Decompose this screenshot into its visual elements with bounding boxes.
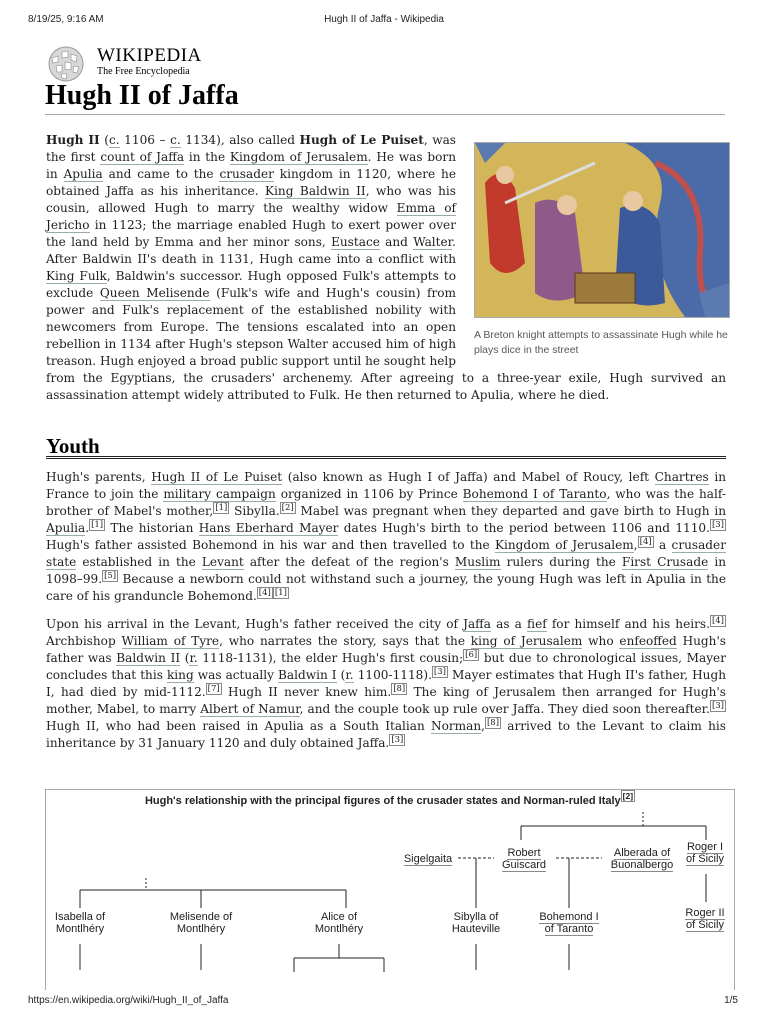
wikipedia-globe-logo-icon[interactable]	[44, 44, 88, 82]
circa-link[interactable]: c.	[170, 133, 181, 147]
tree-node-isabella-label: Isabella of Montlhéry	[54, 911, 106, 935]
link-king-baldwin-ii[interactable]: King Baldwin II	[265, 184, 366, 198]
link-william-of-tyre[interactable]: William of Tyre	[121, 634, 220, 648]
link-count-of-jaffa[interactable]: count of Jaffa	[100, 150, 185, 164]
ref-3[interactable]: [3]	[391, 734, 404, 745]
tree-node-robert-guiscard-label: Robert Guiscard	[501, 847, 547, 871]
ref-4[interactable]: [4]	[258, 587, 271, 598]
ref-2[interactable]: [2]	[622, 791, 634, 802]
link-kingdom-of-jerusalem[interactable]: Kingdom of Jerusalem	[229, 150, 368, 164]
article-body	[46, 132, 726, 763]
link-baldwin-ii[interactable]: Baldwin II	[116, 651, 181, 665]
family-tree	[45, 789, 735, 990]
tree-node-roger-ii-label: Roger II of Sicily	[685, 907, 725, 931]
link-jaffa[interactable]: Jaffa	[463, 617, 491, 631]
link-chartres[interactable]: Chartres	[654, 470, 709, 484]
tree-node-bohemond-label: Bohemond I of Taranto	[539, 911, 599, 935]
link-first-crusade[interactable]: First Crusade	[621, 555, 709, 569]
tree-node-alice-label: Alice of Montlhéry	[314, 911, 364, 935]
infobox	[474, 142, 732, 358]
link-baldwin-i[interactable]: Baldwin I	[278, 668, 337, 682]
youth-paragraph-1: Hugh's parents, Hugh II of Le Puiset (also known as Hugh I of Jaffa) and Mabel of Roucy, left Chartres in France to join the military campaign organized in 1106 by Prince Bohemond I of Taranto, who was the half-brother of Mabel's mother, [1] Sibylla. [2] Mabel was pregnant when they departed and gave birth to Hugh in Apulia. [1] The historian Hans Eberhard Mayer dates Hugh's birth to the period between 1106 and 1110. [3] Hugh's father assisted Bohemond in his war and then travelled to the Kingdom of Jerusalem, [4] a crusader state established in the Levant after the defeat of the region's Muslim rulers during the First Crusade in 1098–99. [5] Because a newborn could not withstand such a journey, the young Hugh was left in Apulia in the care of his granduncle Bohemond. [4] [1]	[46, 470, 726, 603]
link-king-fulk[interactable]: King Fulk	[46, 269, 107, 283]
link-enfeoffed[interactable]: enfeoffed	[619, 634, 677, 648]
print-datetime: 8/19/25, 9:16 AM	[28, 14, 104, 25]
page-title: Hugh II of Jaffa	[45, 80, 725, 115]
print-page-number: 1/5	[724, 995, 738, 1006]
section-heading-youth: Youth	[46, 438, 726, 459]
tree-node-roger-ii[interactable]	[682, 907, 728, 931]
link-kingdom-of-jerusalem[interactable]: Kingdom of Jerusalem	[494, 538, 634, 552]
link-military-campaign[interactable]: military campaign	[163, 487, 276, 501]
ref-7[interactable]: [7]	[207, 683, 220, 694]
link-king[interactable]: king	[166, 668, 194, 682]
lead-paragraph: Hugh II (c. 1106 – c. 1134), also called Hugh of Le Puiset, was the first count of Jaffa in the Kingdom of Jerusalem. He was born in Apulia and came to the crusader kingdom in 1120, where he obtained Jaffa as his inheritance. King Baldwin II, who was his cousin, allowed Hugh to marry the wealthy widow Emma of Jericho in 1123; the marriage enabled Hugh to exert power over the land held by Emma and her minor sons, Eustace and Walter. After Baldwin II's death in 1131, Hugh came into a conflict with King Fulk, Baldwin's successor. Hugh opposed Fulk's attempts to exclude Queen Melisende (Fulk's wife and Hugh's cousin) from power and Fulk's replacement of the established nobility with newcomers from Europe. The tensions escalated into an open rebellion in 1134 after Hugh's stepson Walter accused him of high treason. Hugh enjoyed a broad public support until he sought help from the Egyptians, the crusaders' archenemy. After agreeing to a three-year exile, Hugh survived an assassination attempt widely attributed to Fulk. He then returned to Apulia, where he died.	[46, 133, 726, 402]
circa-link[interactable]: c.	[109, 133, 120, 147]
tree-node-sigelgaita-label: Sigelgaita	[403, 853, 453, 865]
youth-paragraph-2: Upon his arrival in the Levant, Hugh's father received the city of Jaffa as a fief for himself and his heirs. [4] Archbishop William of Tyre, who narrates the story, says that the king of Jerusalem who enfeoffed Hugh's father was Baldwin II (r. 1118-1131), the elder Hugh's first cousin; [6] but due to chronological issues, Mayer concludes that this king was actually Baldwin I (r. 1100-1118). [3] Mayer estimates that Hugh II's father, Hugh I, had died by mid-1112. [7] Hugh II never knew him. [8] The king of Jerusalem then arranged for Hugh's mother, Mabel, to marry Albert of Namur, and the couple took up rule over Jaffa. They died soon thereafter. [3] Hugh II, who had been raised in Apulia as a South Italian Norman, [8] arrived to the Levant to claim his inheritance by 31 January 1120 and duly obtained Jaffa. [3]	[46, 615, 727, 750]
tree-node-melisende-label: Melisende of Montlhéry	[169, 911, 233, 935]
tree-node-alice[interactable]	[308, 911, 370, 935]
tree-node-alberada[interactable]	[602, 847, 682, 871]
ref-6[interactable]: [6]	[465, 649, 478, 660]
tree-node-alberada-label: Alberada of Buonalbergo	[610, 847, 674, 871]
ref-1[interactable]: [1]	[274, 587, 287, 598]
print-url: https://en.wikipedia.org/wiki/Hugh_II_of_Jaffa	[28, 995, 229, 1006]
link-walter[interactable]: Walter	[413, 235, 453, 249]
ref-4[interactable]: [4]	[639, 536, 652, 547]
tree-node-sibylla-label: Sibylla of Hauteville	[451, 911, 501, 935]
wikipedia-wordmark[interactable]: WIKIPEDIA	[97, 45, 202, 66]
tree-node-isabella[interactable]	[46, 911, 114, 935]
link-albert-of-namur[interactable]: Albert of Namur	[200, 702, 300, 716]
ref-5[interactable]: [5]	[104, 570, 117, 581]
link-muslim[interactable]: Muslim	[454, 555, 501, 569]
ref-1[interactable]: [1]	[91, 519, 104, 530]
tree-node-roger-i-label: Roger I of Sicily	[686, 841, 724, 865]
infobox-caption: A Breton knight attempts to assassinate Hugh while he plays dice in the street	[474, 329, 728, 356]
tree-node-roger-i[interactable]	[682, 841, 728, 865]
link-fief[interactable]: fief	[527, 617, 547, 631]
tree-node-melisende[interactable]	[161, 911, 241, 935]
print-page-title: Hugh II of Jaffa - Wikipedia	[324, 14, 444, 25]
tree-node-robert-guiscard[interactable]	[494, 847, 554, 871]
link-emma-of-jericho[interactable]: Emma of Jericho	[46, 201, 456, 232]
link-reigned[interactable]: r.	[345, 668, 354, 682]
link-hugh-ii-of-le-puiset[interactable]: Hugh II of Le Puiset	[151, 470, 283, 484]
ref-8[interactable]: [8]	[486, 717, 500, 728]
link-king-of-jerusalem[interactable]: king of Jerusalem	[470, 634, 583, 648]
link-hans-eberhard-mayer[interactable]: Hans Eberhard Mayer	[198, 521, 339, 535]
family-tree-title-text: Hugh's relationship with the principal figures of the crusader states and Norman-ruled Italy	[144, 795, 621, 807]
tree-node-sibylla[interactable]	[441, 911, 511, 935]
link-eustace[interactable]: Eustace	[331, 235, 380, 249]
ref-8[interactable]: [8]	[393, 683, 406, 694]
ref-2[interactable]: [2]	[281, 502, 294, 513]
link-reigned[interactable]: r.	[189, 651, 198, 665]
ref-1[interactable]: [1]	[215, 502, 228, 513]
link-queen-melisende[interactable]: Queen Melisende	[99, 286, 210, 300]
link-norman[interactable]: Norman	[431, 719, 482, 733]
link-crusader-state[interactable]: crusader state	[46, 538, 726, 569]
link-levant[interactable]: Levant	[201, 555, 244, 569]
tree-node-sigelgaita[interactable]	[398, 853, 458, 865]
link-apulia[interactable]: Apulia	[63, 167, 103, 181]
manuscript-illustration-image[interactable]	[474, 142, 730, 318]
ref-3[interactable]: [3]	[433, 666, 446, 677]
family-tree-lines	[46, 790, 734, 990]
ref-3[interactable]: [3]	[711, 519, 724, 530]
wikipedia-tagline: The Free Encyclopedia	[97, 66, 190, 77]
link-bohemond-i[interactable]: Bohemond I of Taranto	[462, 487, 607, 501]
ref-3[interactable]: [3]	[711, 700, 724, 711]
tree-node-bohemond[interactable]	[534, 911, 604, 935]
link-apulia[interactable]: Apulia	[46, 521, 86, 535]
link-crusader[interactable]: crusader	[219, 167, 274, 181]
ref-4[interactable]: [4]	[711, 615, 724, 626]
